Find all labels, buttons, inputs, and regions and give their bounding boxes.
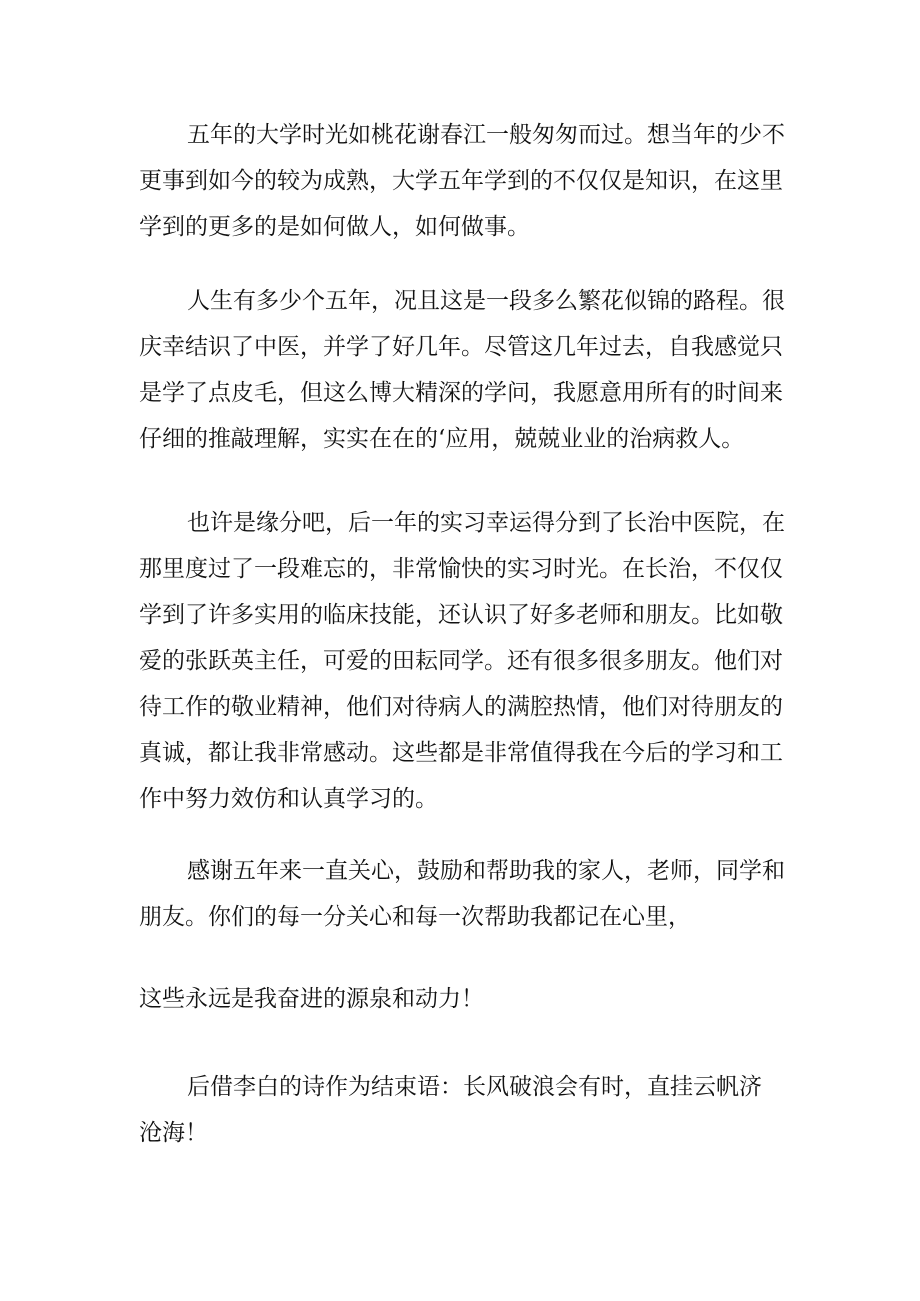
paragraph-chinese-medicine xyxy=(139,278,789,462)
paragraph-line: 爱的张跃英主任，可爱的田耘同学。还有很多很多朋友。他们对 xyxy=(139,648,783,674)
paragraph-line: 更事到如今的较为成熟，大学五年学到的不仅仅是知识，在这里 xyxy=(139,168,783,194)
paragraph-line: 庆幸结识了中医，并学了好几年。尽管这几年过去，自我感觉只 xyxy=(139,334,783,360)
paragraph-internship xyxy=(139,500,789,822)
paragraph-line: 五年的大学时光如桃花谢春江一般匆匆而过。想当年的少不 xyxy=(187,122,785,148)
paragraph-graduation-years xyxy=(139,112,789,250)
paragraph-thanks xyxy=(139,848,789,940)
paragraph-motivation xyxy=(139,976,789,1022)
paragraph-line: 后借李白的诗作为结束语：长风破浪会有时，直挂云帆济 xyxy=(187,1074,762,1100)
paragraph-line: 沧海！ xyxy=(139,1120,208,1146)
paragraph-closing-poem xyxy=(139,1064,789,1156)
paragraph-line: 也许是缘分吧，后一年的实习幸运得分到了长治中医院，在 xyxy=(187,510,785,536)
paragraph-line: 待工作的敬业精神，他们对待病人的满腔热情，他们对待朋友的 xyxy=(139,694,783,720)
paragraph-line: 仔细的推敲理解，实实在在的‘应用，兢兢业业的治病救人。 xyxy=(139,426,745,452)
paragraph-line: 人生有多少个五年，况且这是一段多么繁花似锦的路程。很 xyxy=(187,288,785,314)
paragraph-line: 是学了点皮毛，但这么博大精深的学问，我愿意用所有的时间来 xyxy=(139,380,783,406)
paragraph-line: 这些永远是我奋进的源泉和动力！ xyxy=(139,986,484,1012)
paragraph-line: 学到的更多的是如何做人，如何做事。 xyxy=(139,214,530,240)
paragraph-line: 作中努力效仿和认真学习的。 xyxy=(139,786,438,812)
paragraph-line: 感谢五年来一直关心，鼓励和帮助我的家人，老师，同学和 xyxy=(187,858,785,884)
paragraph-line: 真诚，都让我非常感动。这些都是非常值得我在今后的学习和工 xyxy=(139,740,783,766)
paragraph-line: 朋友。你们的每一分关心和每一次帮助我都记在心里， xyxy=(139,904,691,930)
paragraph-line: 那里度过了一段难忘的，非常愉快的实习时光。在长治，不仅仅 xyxy=(139,556,783,582)
paragraph-line: 学到了许多实用的临床技能，还认识了好多老师和朋友。比如敬 xyxy=(139,602,783,628)
